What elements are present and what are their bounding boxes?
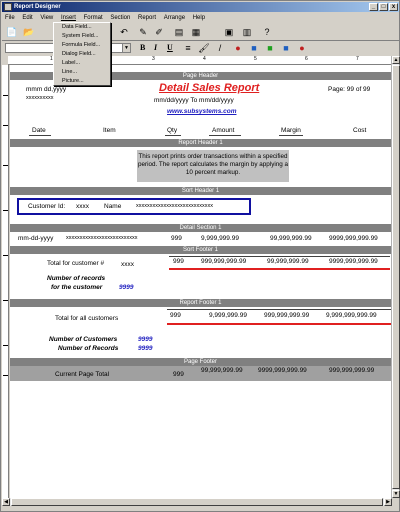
ruler-tick bbox=[3, 255, 8, 256]
insert-field-icon[interactable]: ▤ bbox=[174, 26, 184, 37]
grand-total-cost[interactable]: 9,999,999,999.99 bbox=[326, 312, 377, 319]
detail-item[interactable]: xxxxxxxxxxxxxxxxxxxxxxxxxx bbox=[66, 235, 138, 241]
menu-view[interactable]: View bbox=[40, 15, 54, 21]
column-underline bbox=[279, 135, 303, 136]
vertical-scroll-thumb[interactable] bbox=[392, 65, 400, 489]
customer-name-value[interactable]: xxxxxxxxxxxxxxxxxxxxxxxxxxxx bbox=[136, 203, 213, 209]
table-icon[interactable]: ▥ bbox=[242, 26, 252, 37]
menu-item-system-field[interactable]: System Field... bbox=[62, 33, 99, 39]
bold-button[interactable]: B bbox=[140, 43, 146, 52]
grand-total-amount[interactable]: 9,999,999.99 bbox=[209, 312, 247, 319]
records-label-line2[interactable]: for the customer bbox=[51, 284, 103, 291]
ruler-tick bbox=[3, 345, 8, 346]
column-header-qty[interactable]: Qty bbox=[167, 127, 178, 134]
header-placeholder[interactable]: xxxxxxxxxx bbox=[26, 95, 54, 101]
date-range[interactable]: mm/dd/yyyy To mm/dd/yyyy bbox=[154, 97, 234, 104]
customer-id-value[interactable]: xxxx bbox=[76, 203, 89, 210]
menu-item-formula-field[interactable]: Formula Field... bbox=[62, 42, 101, 48]
customer-total-id[interactable]: xxxx bbox=[121, 261, 134, 268]
scroll-up-icon[interactable]: ▲ bbox=[393, 57, 399, 63]
menu-item-picture[interactable]: Picture... bbox=[62, 78, 84, 84]
band-page-footer[interactable]: Page Footer bbox=[10, 358, 391, 366]
records-label-line1[interactable]: Number of records bbox=[47, 275, 106, 282]
highlight-icon[interactable]: ✐ bbox=[155, 26, 163, 37]
detail-margin[interactable]: 99,999,999.99 bbox=[270, 235, 312, 242]
header-date[interactable]: mmm dd,yyyy bbox=[26, 86, 67, 93]
menu-edit[interactable]: Edit bbox=[22, 15, 33, 21]
scroll-right-icon[interactable]: ▶ bbox=[384, 498, 392, 506]
grand-total-qty[interactable]: 999 bbox=[170, 312, 181, 319]
report-description[interactable]: This report prints order transactions within a specified period. The report calculates the margin by applying a 10 percent markup. bbox=[137, 150, 289, 182]
band-sort-footer[interactable]: Sort Footer 1 bbox=[10, 246, 391, 254]
detail-date[interactable]: mm-dd-yyyy bbox=[18, 235, 54, 242]
menu-report[interactable]: Report bbox=[138, 15, 157, 21]
ruler-mark: 7 bbox=[356, 56, 359, 62]
title-bar bbox=[2, 2, 399, 12]
horizontal-scrollbar[interactable] bbox=[2, 498, 392, 506]
band-page-header[interactable]: Page Header bbox=[10, 72, 391, 80]
color-blue-icon[interactable]: ■ bbox=[251, 43, 257, 53]
menu-help[interactable]: Help bbox=[192, 15, 206, 21]
band-detail[interactable]: Detail Section 1 bbox=[10, 224, 391, 232]
vertical-ruler bbox=[2, 65, 9, 498]
scroll-down-icon[interactable]: ▼ bbox=[393, 491, 399, 497]
color-red-icon[interactable]: ● bbox=[235, 43, 241, 53]
column-header-item[interactable]: Item bbox=[103, 127, 116, 134]
ruler-tick bbox=[3, 95, 8, 96]
column-underline bbox=[165, 135, 181, 136]
underline-button[interactable]: U bbox=[167, 43, 173, 52]
column-header-amount[interactable]: Amount bbox=[212, 127, 235, 134]
menu-item-data-field[interactable]: Data Field... bbox=[62, 24, 92, 30]
window-title: Report Designer bbox=[14, 4, 61, 10]
ruler-tick bbox=[3, 165, 8, 166]
detail-qty[interactable]: 999 bbox=[171, 235, 182, 242]
horizontal-scroll-thumb[interactable] bbox=[11, 498, 383, 506]
maximize-button[interactable]: □ bbox=[379, 3, 388, 11]
align-icon[interactable]: ≡ bbox=[185, 43, 191, 53]
column-underline bbox=[209, 135, 241, 136]
records-total-value[interactable]: 9999 bbox=[138, 345, 153, 352]
grand-total-red-line bbox=[167, 323, 391, 325]
ruler-mark: 4 bbox=[203, 56, 206, 62]
color-green-icon[interactable]: ■ bbox=[267, 43, 273, 53]
grand-total-underline bbox=[167, 309, 391, 310]
color-text-icon[interactable]: ● bbox=[299, 43, 305, 53]
menu-file[interactable]: File bbox=[5, 15, 15, 21]
page-total-qty[interactable]: 999 bbox=[173, 371, 184, 378]
ruler-tick bbox=[3, 210, 8, 211]
app-icon bbox=[4, 3, 12, 11]
customer-id-label[interactable]: Customer Id: bbox=[28, 203, 66, 210]
band-report-footer[interactable]: Report Footer 1 bbox=[10, 299, 391, 307]
report-icon[interactable]: ▣ bbox=[224, 26, 234, 37]
help-icon[interactable]: ? bbox=[264, 27, 270, 37]
detail-cost[interactable]: 9999,999,999.99 bbox=[329, 235, 378, 242]
new-icon[interactable]: 📄 bbox=[6, 26, 18, 37]
insert-section-icon[interactable]: ▦ bbox=[191, 26, 201, 37]
menu-format[interactable]: Format bbox=[83, 15, 103, 21]
column-header-date[interactable]: Date bbox=[32, 127, 46, 134]
customer-name-label[interactable]: Name bbox=[104, 203, 122, 210]
page-total-cost[interactable]: 999,999,999.99 bbox=[329, 367, 375, 374]
italic-button[interactable]: I bbox=[154, 43, 158, 52]
grand-total-margin[interactable]: 999,999,999.99 bbox=[264, 312, 310, 319]
records-count[interactable]: 9999 bbox=[119, 284, 134, 291]
ruler-tick bbox=[3, 125, 8, 126]
detail-amount[interactable]: 9,999,999.99 bbox=[201, 235, 239, 242]
menu-item-label[interactable]: Label... bbox=[62, 60, 81, 66]
menu-item-line[interactable]: Line... bbox=[62, 69, 77, 75]
menu-item-dialog-field[interactable]: Dialog Field... bbox=[62, 51, 96, 57]
pointer-icon[interactable]: ✎ bbox=[139, 26, 147, 37]
customer-total-label[interactable]: Total for customer # bbox=[47, 260, 105, 267]
column-underline bbox=[29, 135, 51, 136]
ruler-mark: 6 bbox=[305, 56, 308, 62]
total-red-line bbox=[169, 268, 390, 270]
ruler-mark: 5 bbox=[254, 56, 257, 62]
page-total-label[interactable]: Current Page Total bbox=[55, 371, 110, 378]
column-header-cost[interactable]: Cost bbox=[353, 127, 367, 134]
ruler-tick bbox=[3, 375, 8, 376]
menu-arrange[interactable]: Arrange bbox=[163, 15, 186, 21]
ruler-tick bbox=[3, 300, 8, 301]
total-underline bbox=[169, 256, 390, 257]
minimize-button[interactable]: _ bbox=[369, 3, 378, 11]
page-number[interactable]: Page: 99 of 99 bbox=[328, 86, 371, 93]
customer-total-qty[interactable]: 999 bbox=[173, 258, 184, 265]
close-button[interactable]: x bbox=[389, 3, 398, 11]
open-icon[interactable]: 📂 bbox=[23, 26, 35, 37]
scroll-left-icon[interactable]: ◀ bbox=[2, 498, 10, 506]
insert-menu-dropdown bbox=[53, 22, 111, 86]
page-total-amount[interactable]: 99,999,999.99 bbox=[201, 367, 243, 374]
chevron-down-icon[interactable]: ▼ bbox=[122, 44, 130, 52]
report-title[interactable]: Detail Sales Report bbox=[159, 82, 260, 94]
ruler-mark: 1 bbox=[50, 56, 53, 62]
page-total-margin[interactable]: 9999,999,999.99 bbox=[258, 367, 307, 374]
column-header-margin[interactable]: Margin bbox=[281, 127, 301, 134]
menu-insert[interactable]: Insert bbox=[60, 15, 76, 21]
grand-total-label[interactable]: Total for all customers bbox=[55, 315, 119, 322]
band-report-header[interactable]: Report Header 1 bbox=[10, 139, 391, 147]
line-icon[interactable]: / bbox=[218, 43, 222, 53]
vertical-scrollbar[interactable] bbox=[391, 56, 399, 498]
records-total-label[interactable]: Number of Records bbox=[58, 345, 119, 352]
paint-icon[interactable]: 🖌 bbox=[198, 42, 210, 53]
customer-total-cost[interactable]: 9999,999,999.99 bbox=[329, 258, 378, 265]
website-link[interactable]: www.subsystems.com bbox=[167, 108, 237, 115]
menu-section[interactable]: Section bbox=[110, 15, 131, 21]
undo-icon[interactable]: ↶ bbox=[120, 26, 128, 37]
customer-total-amount[interactable]: 999,999,999.99 bbox=[201, 258, 247, 265]
ruler-mark: 3 bbox=[152, 56, 155, 62]
band-sort-header[interactable]: Sort Header 1 bbox=[10, 187, 391, 195]
color-fill-icon[interactable]: ■ bbox=[283, 43, 289, 53]
customers-count-value[interactable]: 9999 bbox=[138, 336, 153, 343]
customer-total-margin[interactable]: 99,999,999.99 bbox=[267, 258, 309, 265]
customers-count-label[interactable]: Number of Customers bbox=[49, 336, 118, 343]
